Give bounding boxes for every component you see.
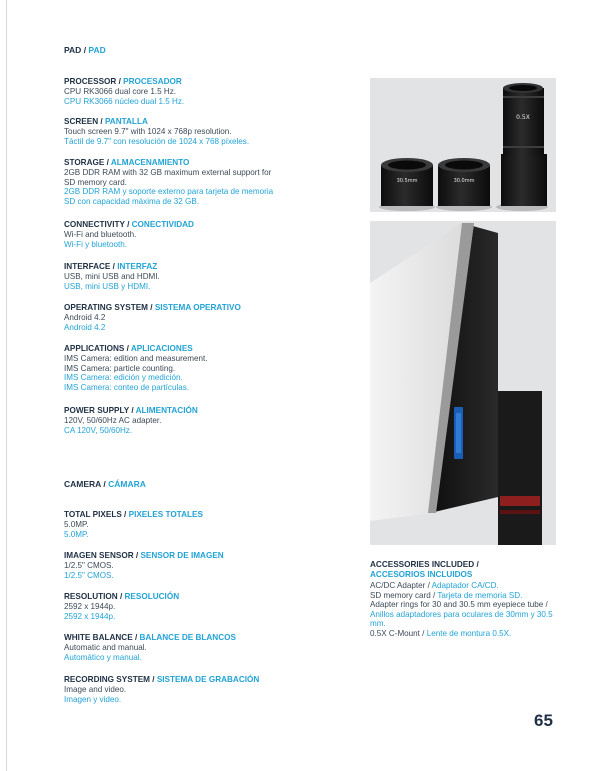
spec-text-en: USB, mini USB and HDMI.: [64, 272, 160, 281]
accessory-item: SD memory card / Tarjeta de memoria SD.: [370, 590, 523, 600]
spec-connectivity: [64, 220, 354, 249]
spec-image-sensor: [64, 551, 354, 580]
accessories-list: [370, 581, 560, 639]
spec-text-es: CA 120V, 50/60Hz.: [64, 425, 133, 435]
spec-text-es: 2GB DDR RAM y soporte externo para tarjeta de memoria: [64, 187, 274, 197]
spec-text-es: Wi-Fi y bluetooth.: [64, 239, 127, 249]
accessory-item: 0.5X C-Mount / Lente de montura 0.5X.: [370, 628, 512, 638]
svg-text:30.5mm: 30.5mm: [396, 178, 418, 184]
spec-total-pixels: [64, 510, 354, 539]
pad-section-title: PAD / PAD: [64, 45, 106, 55]
spec-label: APPLICATIONS / APLICACIONES: [64, 344, 193, 353]
spec-text-es: 5.0MP.: [64, 529, 89, 539]
spec-label: OPERATING SYSTEM / SISTEMA OPERATIVO: [64, 303, 241, 312]
spec-white-balance: [64, 633, 354, 662]
spec-label: TOTAL PIXELS / PIXELES TOTALES: [64, 510, 203, 519]
spec-label: CONNECTIVITY / CONECTIVIDAD: [64, 220, 194, 229]
svg-text:30.0mm: 30.0mm: [453, 178, 475, 184]
camera-section-title: CAMERA / CÁMARA: [64, 479, 146, 489]
spec-label: INTERFACE / INTERFAZ: [64, 262, 158, 271]
page-edge: [6, 0, 7, 771]
page-number: 65: [534, 711, 553, 730]
spec-resolution: [64, 592, 354, 621]
spec-text-es: IMS Camera: edición y medición.: [64, 373, 183, 383]
spec-text-en: IMS Camera: edition and measurement.: [64, 354, 208, 363]
spec-text-es: 1/2.5" CMOS.: [64, 570, 114, 580]
accessory-item: AC/DC Adapter / Adaptador CA/CD.: [370, 581, 499, 590]
spec-storage: [64, 158, 354, 206]
accessories-block: [370, 560, 560, 639]
spec-screen: [64, 117, 354, 146]
spec-text-en: Touch screen 9.7" with 1024 x 768p resolution.: [64, 127, 232, 136]
spec-interface: [64, 262, 354, 291]
spec-text-es: 2592 x 1944p.: [64, 611, 116, 621]
svg-text:0.5X: 0.5X: [516, 114, 530, 121]
spec-text-es: Automático y manual.: [64, 652, 142, 662]
spec-text-en: 5.0MP.: [64, 520, 89, 529]
spec-label: STORAGE / ALMACENAMIENTO: [64, 158, 190, 167]
spec-text-en: 2GB DDR RAM with 32 GB maximum external support for: [64, 168, 272, 177]
spec-text-es: USB, mini USB y HDMI.: [64, 281, 151, 291]
spec-text-en: SD memory card.: [64, 177, 127, 187]
tablet-photo: [370, 221, 556, 545]
accessories-label-en: ACCESSORIES INCLUDED /: [370, 560, 479, 569]
accessory-item: Adapter rings for 30 and 30.5 mm eyepiece tube / Anillos adaptadores para oculares de 30mm y 30.5 mm.: [370, 600, 553, 629]
spec-recording-system: [64, 675, 354, 704]
accessories-label-es: ACCESORIOS INCLUIDOS: [370, 570, 473, 579]
spec-text-en: Automatic and manual.: [64, 643, 147, 652]
spec-label: SCREEN / PANTALLA: [64, 117, 148, 126]
spec-text-es: Android 4.2: [64, 322, 106, 332]
spec-label: RESOLUTION / RESOLUCIÓN: [64, 592, 180, 601]
spec-applications: [64, 344, 354, 392]
spec-text-en: Wi-Fi and bluetooth.: [64, 230, 137, 239]
spec-text-en: Android 4.2: [64, 313, 106, 322]
adapter-rings-photo: [370, 78, 556, 212]
tablet-image: [370, 221, 556, 545]
spec-text-en: IMS Camera: particle counting.: [64, 363, 176, 373]
spec-text-en: CPU RK3066 dual core 1.5 Hz.: [64, 87, 177, 96]
spec-text-es: Imagen y video.: [64, 694, 122, 704]
spec-label: PROCESSOR / PROCESADOR: [64, 77, 182, 86]
spec-operating-system: [64, 303, 354, 332]
spec-text-es: Táctil de 9.7" con resolución de 1024 x 768 píxeles.: [64, 136, 250, 146]
spec-label: WHITE BALANCE / BALANCE DE BLANCOS: [64, 633, 236, 642]
adapter-rings-image: [370, 78, 556, 212]
spec-text-en: 120V, 50/60Hz AC adapter.: [64, 416, 162, 425]
spec-processor: [64, 77, 354, 106]
spec-text-es: SD con capacidad máxima de 32 GB.: [64, 196, 199, 206]
spec-text-en: 1/2.5" CMOS.: [64, 561, 114, 570]
spec-text-en: Image and video.: [64, 685, 127, 694]
spec-text-en: 2592 x 1944p.: [64, 602, 116, 611]
spec-label: RECORDING SYSTEM / SISTEMA DE GRABACIÓN: [64, 675, 260, 684]
spec-label: POWER SUPPLY / ALIMENTACIÓN: [64, 406, 198, 415]
spec-label: IMAGEN SENSOR / SENSOR DE IMAGEN: [64, 551, 224, 560]
spec-power-supply: [64, 406, 354, 435]
spec-text-es: IMS Camera: conteo de partículas.: [64, 382, 190, 392]
spec-text-es: CPU RK3066 núcleo dual 1.5 Hz.: [64, 96, 185, 106]
